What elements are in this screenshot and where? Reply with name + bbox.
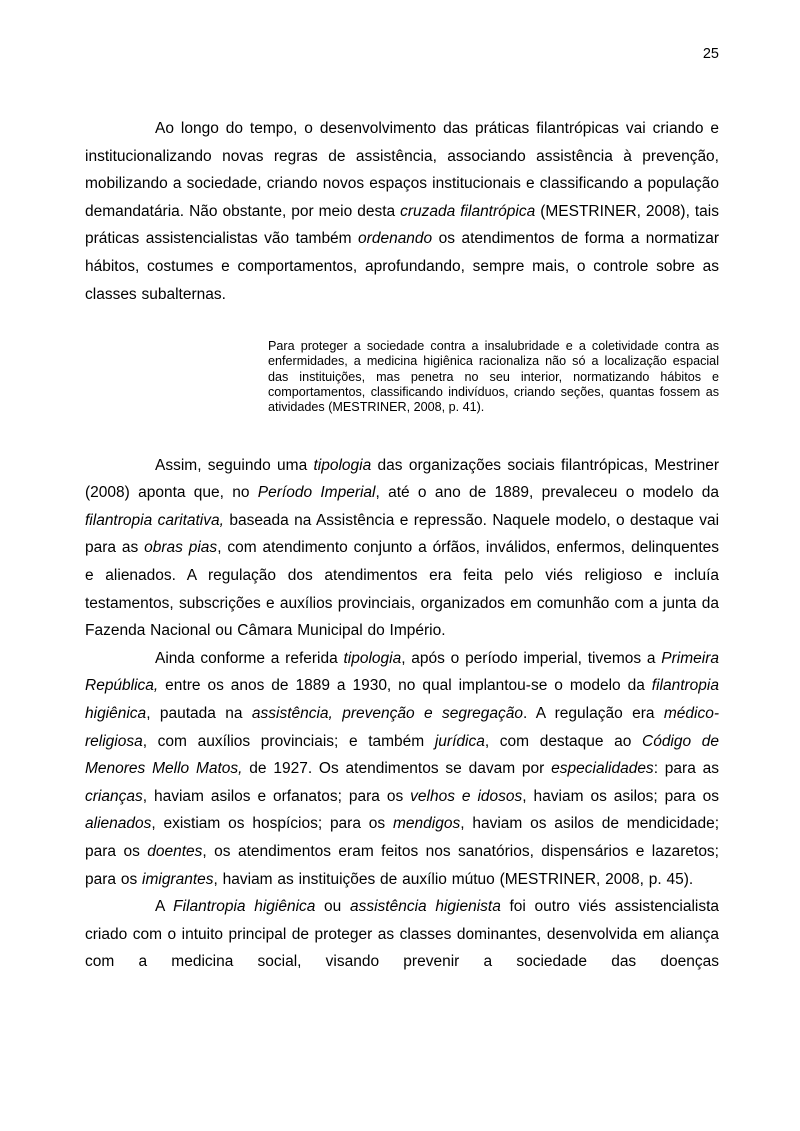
paragraph-1: Ao longo do tempo, o desenvolvimento das práticas filantrópicas vai criando e institucionalizando novas regras de assistência, associando assistência à prevenção, mobilizando a sociedade, criando novos espaços institucionais e classificando a população demandatária. Não obstante, por meio desta cruzada filantrópica (MESTRINER, 2008), tais práticas assistencialistas vão também ordenando os atendimentos de forma a normatizar hábitos, costumes e comportamentos, aprofundando, sempre mais, o controle sobre as classes subalternas. xyxy=(85,120,720,303)
paragraph-2: Assim, seguindo uma tipologia das organizações sociais filantrópicas, Mestriner (2008) aponta que, no Período Imperial, até o ano de 1889, prevaleceu o modelo da filantropia caritativa, baseada na Assistência e repressão. Naquele modelo, o destaque vai para as obras pias, com atendimento conjunto a órfãos, inválidos, enfermos, delinquentes e alienados. A regulação dos atendimentos era feita pelo viés religioso e incluía testamentos, subscrições e auxílios provinciais, organizados em comunhão com a junta da Fazenda Nacional ou Câmara Municipal do Império. xyxy=(85,456,720,640)
page-body xyxy=(85,115,719,976)
page-number: 25 xyxy=(702,46,719,62)
paragraph-3: Ainda conforme a referida tipologia, após o período imperial, tivemos a Primeira República, entre os anos de 1889 a 1930, no qual implantou-se o modelo da filantropia higiênica, pautada na assistência, prevenção e segregação. A regulação era médico-religiosa, com auxílios provinciais; e também jurídica, com destaque ao Código de Menores Mello Matos, de 1927. Os atendimentos se davam por especialidades: para as crianças, haviam asilos e orfanatos; para os velhos e idosos, haviam os asilos; para os alienados, existiam os hospícios; para os mendigos, haviam os asilos de mendicidade; para os doentes, os atendimentos eram feitos nos sanatórios, dispensários e lazaretos; para os imigrantes, haviam as instituições de auxílio mútuo (MESTRINER, 2008, p. 45). xyxy=(85,649,720,888)
block-quote: Para proteger a sociedade contra a insalubridade e a coletividade contra as enfermidades, a medicina higiênica racionaliza não só a localização espacial das instituições, mas penetra no seu interior, normatizando hábitos e comportamentos, classificando indivíduos, criando seções, quantas fossem as atividades (MESTRINER, 2008, p. 41). xyxy=(268,339,719,415)
paragraph-4: A Filantropia higiênica ou assistência higienista foi outro viés assistencialista criado com o intuito principal de proteger as classes dominantes, desenvolvida em aliança com a medicina social, visando prevenir a sociedade das doenças xyxy=(85,898,720,971)
